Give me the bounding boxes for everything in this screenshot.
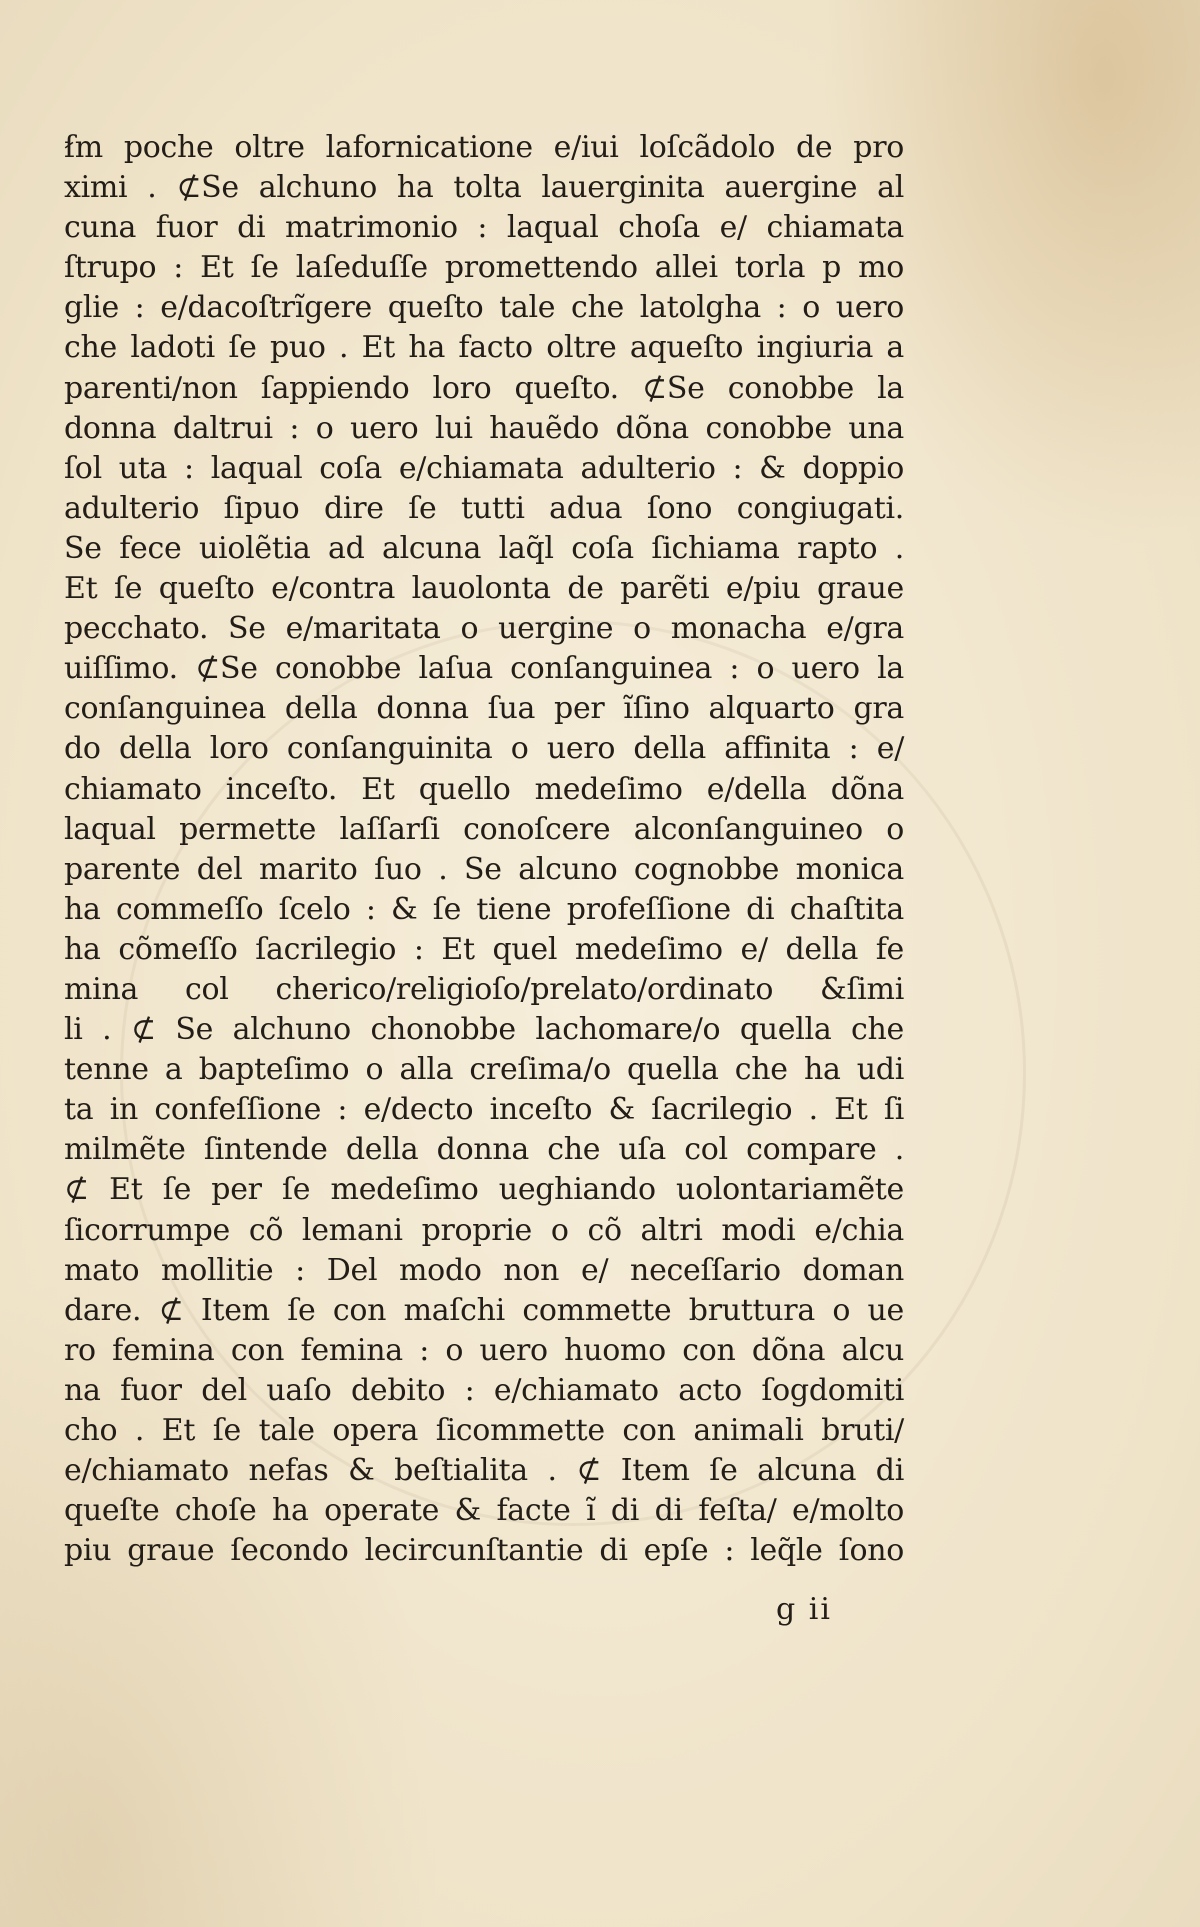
text-line: Se fece uiolẽtia ad alcuna laq̃l coſa ſichiama rapto . (64, 530, 904, 566)
text-line: ximi . ⊄Se alchuno ha tolta lauerginita auergine al (64, 170, 904, 206)
text-line: pecchato. Se e/maritata o uergine o monacha e/gra (64, 611, 904, 647)
signature-mark: g ii (776, 1592, 832, 1627)
text-line: parenti/non ſappiendo loro queſto. ⊄Se conobbe la (64, 370, 904, 406)
text-line: li . ⊄ Se alchuno chonobbe lachomare/o quella che (64, 1012, 904, 1048)
text-line: queſte choſe ha operate & facte ĩ di di feſta/ e/molto (64, 1493, 904, 1529)
text-line: Et ſe queſto e/contra lauolonta de parẽti e/piu graue (64, 571, 904, 607)
text-line: parente del marito ſuo . Se alcuno cognobbe monica (64, 851, 904, 887)
text-block (64, 128, 904, 1571)
text-line: e/chiamato nefas & beſtialita . ⊄ Item ſe alcuna di (64, 1453, 904, 1489)
text-line: ta in confeſſione : e/decto inceſto & ſacrilegio . Et ſi (64, 1092, 904, 1128)
text-line: adulterio ſipuo dire ſe tutti adua ſono congiugati. (64, 490, 904, 526)
text-line: cuna fuor di matrimonio : laqual choſa e/ chiamata (64, 210, 904, 246)
text-line: uiſſimo. ⊄Se conobbe laſua conſanguinea : o uero la (64, 651, 904, 687)
text-line: ſol uta : laqual coſa e/chiamata adulterio : & doppio (64, 450, 904, 486)
text-line: donna daltrui : o uero lui hauẽdo dõna conobbe una (64, 410, 904, 446)
text-line: mina col cherico/religioſo/prelato/ordinato &ſimi (64, 971, 904, 1007)
text-line: milmẽte ſintende della donna che uſa col compare . (64, 1132, 904, 1168)
text-line: tenne a bapteſimo o alla creſima/o quella che ha udi (64, 1052, 904, 1088)
text-line: conſanguinea della donna ſua per ĩſino alquarto gra (64, 691, 904, 727)
text-line: mato mollitie : Del modo non e/ neceſſario doman (64, 1252, 904, 1288)
text-line: cho . Et ſe tale opera ſicommette con animali bruti/ (64, 1413, 904, 1448)
text-line: ſicorrumpe cõ lemani proprie o cõ altri modi e/chia (64, 1212, 904, 1248)
text-line: piu graue ſecondo lecircunſtantie di epſe : leq̃le ſono (64, 1533, 904, 1569)
text-line: ſtrupo : Et ſe laſeduſſe promettendo allei torla p mo (64, 250, 904, 286)
text-line: ha cõmeſſo ſacrilegio : Et quel medeſimo e/ della fe (64, 931, 904, 967)
text-line: dare. ⊄ Item ſe con maſchi commette bruttura o ue (64, 1292, 904, 1328)
text-line: ⊄ Et ſe per ſe medeſimo ueghiando uolontariamẽte (64, 1172, 904, 1208)
text-line: ẜm poche oltre lafornicatione e/iui loſcãdolo de pro (64, 130, 904, 165)
text-line: che ladoti ſe puo . Et ha facto oltre aqueſto ingiuria a (64, 330, 904, 366)
text-line: glie : e/dacoſtrĩgere queſto tale che latolgha : o uero (64, 290, 904, 326)
text-line: do della loro conſanguinita o uero della affinita : e/ (64, 731, 904, 767)
text-line: chiamato inceſto. Et quello medeſimo e/della dõna (64, 771, 904, 807)
text-line: ha commeſſo ſcelo : & ſe tiene profeſſione di chaſtita (64, 891, 904, 927)
text-line: laqual permette laſſarſi conoſcere alconſanguineo o (64, 811, 904, 847)
text-line: ro femina con femina : o uero huomo con dõna alcu (64, 1332, 904, 1368)
text-line: na fuor del uaſo debito : e/chiamato acto ſogdomiti (64, 1372, 904, 1408)
